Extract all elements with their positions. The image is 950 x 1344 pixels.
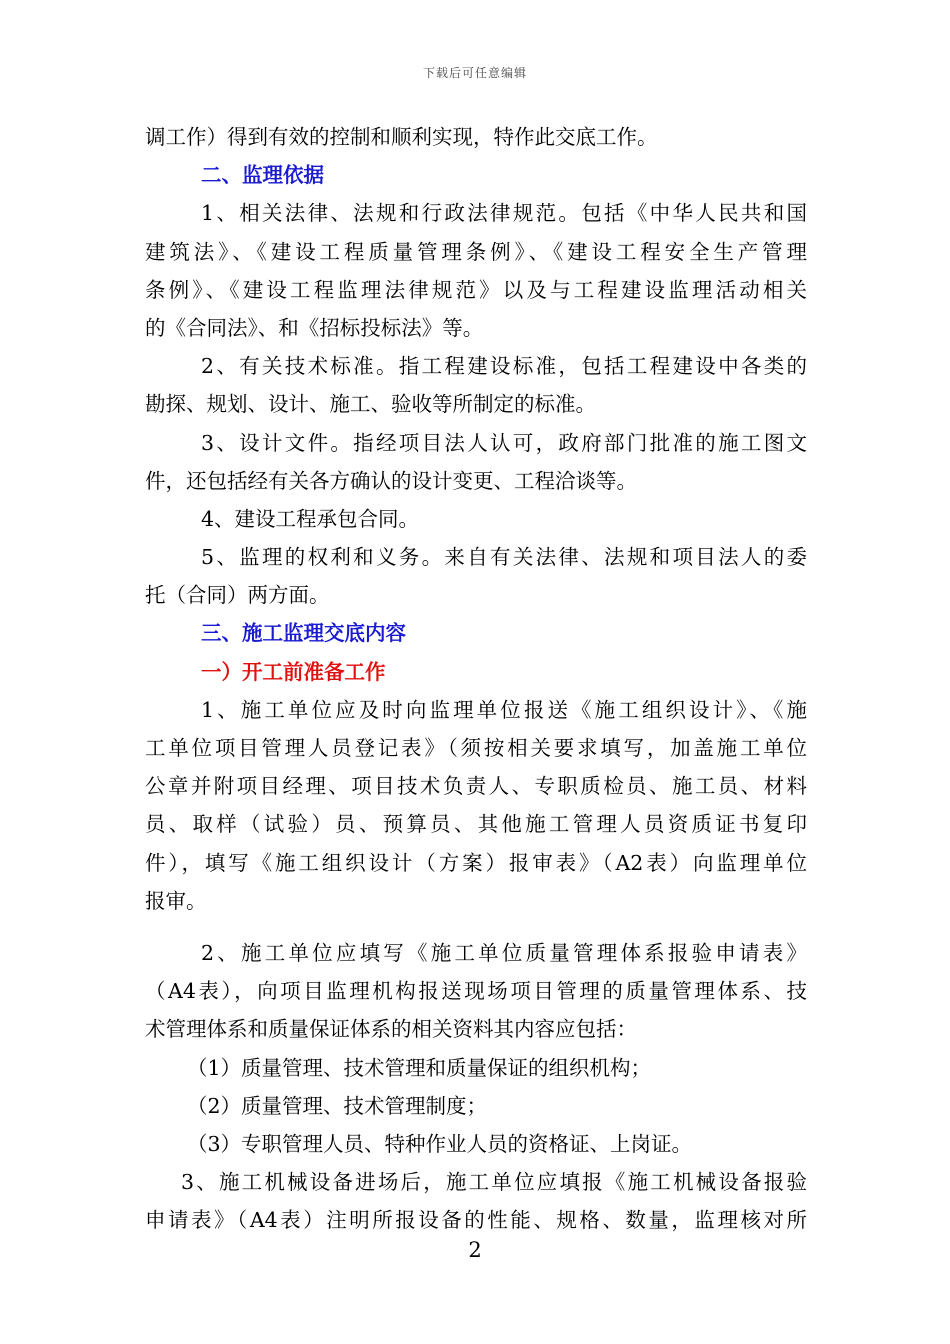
paragraph-line: 条例》、《建设工程监理法律规范》以及与工程建设监理活动相关 [145,277,807,302]
paragraph-line: 公章并附项目经理、项目技术负责人、专职质检员、施工员、材料 [145,774,807,799]
page-number: 2 [468,1238,482,1262]
paragraph-line: （A4表），向项目监理机构报送现场项目管理的质量管理体系、技 [145,979,807,1004]
paragraph-line: 勘探、规划、设计、施工、验收等所制定的标准。 [145,392,596,417]
paragraph-line: 3、施工机械设备进场后，施工单位应填报《施工机械设备报验 [181,1170,807,1195]
document-body [145,118,807,1239]
paragraph-line: 件），填写《施工组织设计（方案）报审表》（A2表）向监理单位 [145,850,807,875]
paragraph-line: 建筑法》、《建设工程质量管理条例》、《建设工程安全生产管理 [145,239,807,264]
paragraph-line: 托（合同）两方面。 [145,583,330,608]
section-heading: 二、监理依据 [201,163,324,188]
paragraph-line: 1、施工单位应及时向监理单位报送《施工组织设计》、《施 [201,697,807,722]
list-item: （1）质量管理、技术管理和质量保证的组织机构； [187,1055,652,1080]
paragraph-line: 申请表》（A4表）注明所报设备的性能、规格、数量，监理核对所 [145,1208,807,1233]
section-heading: 三、施工监理交底内容 [201,621,406,646]
paragraph-line: 2、施工单位应填写《施工单位质量管理体系报验申请表》 [201,940,807,965]
paragraph-line: 报审。 [145,888,207,913]
paragraph-line: 调工作）得到有效的控制和顺利实现，特作此交底工作。 [145,125,658,149]
subsection-heading: 一）开工前准备工作 [201,659,386,684]
paragraph-line: 员、取样（试验）员、预算员、其他施工管理人员资质证书复印 [145,812,807,837]
paragraph-line: 4、建设工程承包合同。 [201,506,420,531]
page-header: 下载后可任意编辑 [422,66,527,80]
paragraph-line: 术管理体系和质量保证体系的相关资料其内容应包括： [145,1017,637,1042]
paragraph-line: 的《合同法》、和《招标投标法》等。 [145,315,484,340]
paragraph-line: 5、监理的权利和义务。来自有关法律、法规和项目法人的委 [201,545,807,570]
paragraph-line: 3、设计文件。指经项目法人认可，政府部门批准的施工图文 [201,430,807,455]
paragraph-line: 2、有关技术标准。指工程建设标准，包括工程建设中各类的 [201,354,807,379]
paragraph-line: 工单位项目管理人员登记表》（须按相关要求填写，加盖施工单位 [145,736,807,760]
paragraph-line: 件，还包括经有关各方确认的设计变更、工程洽谈等。 [145,468,637,493]
paragraph-line: 1、相关法律、法规和行政法律规范。包括《中华人民共和国 [201,201,807,226]
list-item: （2）质量管理、技术管理制度； [187,1093,488,1118]
list-item: （3）专职管理人员、特种作业人员的资格证、上岗证。 [187,1131,693,1156]
